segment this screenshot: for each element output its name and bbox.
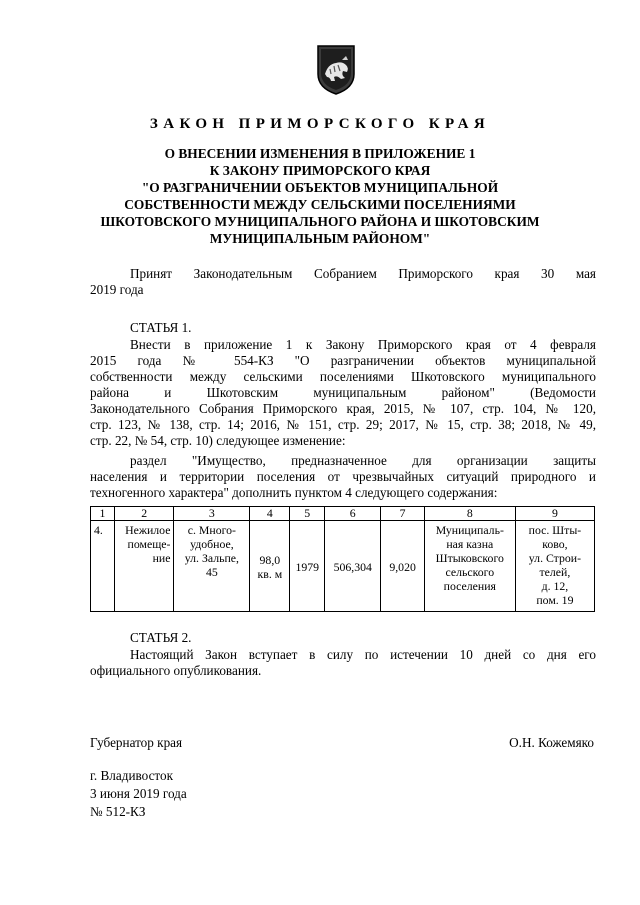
article-1-heading: СТАТЬЯ 1. <box>130 320 192 335</box>
date: 3 июня 2019 года <box>90 786 187 801</box>
table-cell: 8 <box>424 507 515 521</box>
place-and-date <box>90 767 596 821</box>
city: г. Владивосток <box>90 768 174 783</box>
article-line: собственности между сельскими поселениями Шкотовского муниципального <box>90 369 596 384</box>
table-cell: 6 <box>325 507 381 521</box>
adoption-line: Принят Законодательным Собранием Приморского края 30 мая <box>130 266 596 281</box>
article-line: Законодательного Собрания Приморского края, 2015, № 107, стр. 104, № 120, <box>90 401 596 416</box>
signatory-title: Губернатор края <box>90 735 183 750</box>
article-line: официального опубликования. <box>90 663 262 678</box>
table-cell: 3 <box>174 507 250 521</box>
article-line: населения и территории поселения от чрезвычайных ситуаций природного и <box>90 469 596 484</box>
table-cell-owner: Муниципаль- ная казна Штыковского сельского поселения <box>424 521 515 612</box>
article-1-section-text <box>90 453 596 501</box>
adoption-line: 2019 года <box>90 282 144 297</box>
law-subject <box>78 145 562 247</box>
coat-of-arms-icon <box>316 44 356 96</box>
table-row <box>91 521 595 612</box>
table-cell: 7 <box>381 507 424 521</box>
table-cell-area: 98,0 кв. м <box>250 521 290 612</box>
subject-line: МУНИЦИПАЛЬНЫМ РАЙОНОМ" <box>209 231 431 246</box>
subject-line: О ВНЕСЕНИИ ИЗМЕНЕНИЯ В ПРИЛОЖЕНИЕ 1 <box>164 146 476 161</box>
article-line: стр. 22, № 54, стр. 10) следующее изменение: <box>90 433 346 448</box>
table-cell-num: 4. <box>91 521 115 612</box>
table-cell-address: с. Много- удобное, ул. Зальпе, 45 <box>174 521 250 612</box>
table-column-numbers <box>91 507 595 521</box>
table-cell-year: 1979 <box>290 521 325 612</box>
table-cell-cost: 506,304 <box>325 521 381 612</box>
article-line: раздел "Имущество, предназначенное для организации защиты <box>130 453 596 468</box>
table-cell-value: 9,020 <box>381 521 424 612</box>
article-line: района и Шкотовским муниципальным районом" (Ведомости <box>90 385 596 400</box>
article-line: Настоящий Закон вступает в силу по истечении 10 дней со дня его <box>130 647 596 662</box>
signatory-name: О.Н. Кожемяко <box>509 735 594 750</box>
law-title: ЗАКОН ПРИМОРСКОГО КРАЯ <box>149 116 491 132</box>
amendment-table <box>90 506 595 612</box>
subject-line: "О РАЗГРАНИЧЕНИИ ОБЪЕКТОВ МУНИЦИПАЛЬНОЙ <box>141 180 499 195</box>
article-1-body <box>90 337 596 449</box>
table-cell-receiver: пос. Шты- ково, ул. Строи- телей, д. 12, пом. 19 <box>515 521 594 612</box>
law-number: № 512-КЗ <box>90 804 146 819</box>
table-cell: 2 <box>114 507 174 521</box>
table-cell: 4 <box>250 507 290 521</box>
article-2-heading: СТАТЬЯ 2. <box>130 630 192 645</box>
table-cell: 1 <box>91 507 115 521</box>
article-2-body <box>90 647 596 679</box>
table-cell: 9 <box>515 507 594 521</box>
article-line: техногенного характера" дополнить пунктом 4 следующего содержания: <box>90 485 498 500</box>
table-cell: 5 <box>290 507 325 521</box>
article-line: 2015 года № 554-КЗ "О разграничении объектов муниципальной <box>90 353 596 368</box>
table-cell-name: Нежилое помеще- ние <box>114 521 174 612</box>
subject-line: К ЗАКОНУ ПРИМОРСКОГО КРАЯ <box>209 163 431 178</box>
subject-line: СОБСТВЕННОСТИ МЕЖДУ СЕЛЬСКИМИ ПОСЕЛЕНИЯМИ <box>124 197 516 212</box>
article-line: стр. 123, № 138, стр. 14; 2016, № 151, стр. 29; 2017, № 15, стр. 38; 2018, № 49, <box>90 417 596 432</box>
adoption-note <box>90 266 596 298</box>
subject-line: ШКОТОВСКОГО МУНИЦИПАЛЬНОГО РАЙОНА И ШКОТОВСКИМ <box>100 214 540 229</box>
article-line: Внести в приложение 1 к Закону Приморского края от 4 февраля <box>130 337 596 352</box>
